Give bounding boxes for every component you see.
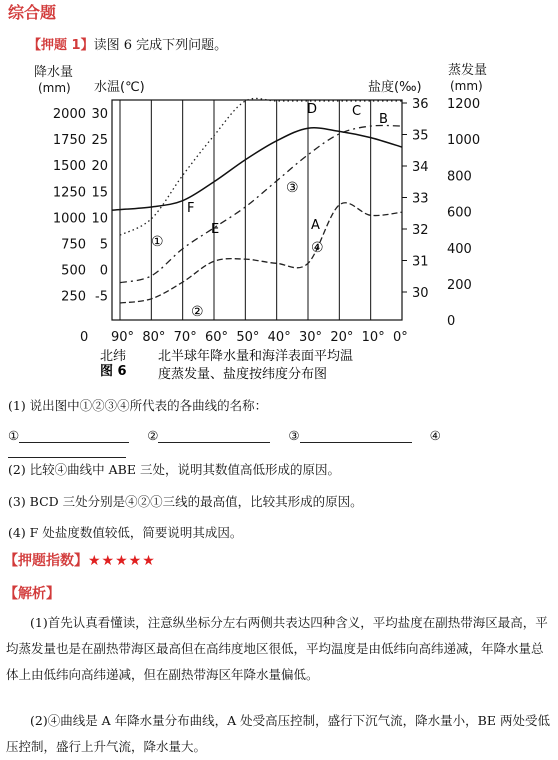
blank-label-4: ④ <box>429 428 441 443</box>
analysis-paragraph-1: (1)首先认真看懂读，注意纵坐标分左右两侧共表达四种含义，平均盐度在副热带海区最高，平均蒸发量也是在副热带海区最高但在高纬度地区很低，平均温度是由低纬向高纬递减，年降水量总体上由低纬向高纬递减，但在副热带海区年降水量偏低。 <box>6 615 548 682</box>
figure-number: 图 6 <box>100 364 127 379</box>
rating-stars: ★★★★★ <box>88 553 156 569</box>
evap-tick-label: 1000 <box>447 133 481 149</box>
lat-tick-label: 30° <box>299 330 323 345</box>
lat-tick-label: 10° <box>361 330 385 345</box>
temp-tick-label: 0 <box>99 263 108 279</box>
temp-tick-label: 15 <box>91 185 108 201</box>
question-header <box>28 34 227 53</box>
point-label-e: E <box>211 222 220 237</box>
salinity-ticks <box>402 97 429 301</box>
answer-blanks <box>8 428 553 458</box>
answer-blank-3[interactable] <box>300 430 412 443</box>
evap-tick-label: 800 <box>447 169 472 185</box>
question-2: (2) 比较④曲线中 ABE 三处，说明其数值高低形成的原因。 <box>8 462 340 477</box>
salinity-tick-label: 33 <box>412 191 429 207</box>
evap-axis-title: 蒸发量 <box>448 63 488 78</box>
x-axis-prefix: 北纬 <box>100 349 127 364</box>
temp-tick-label: -5 <box>95 289 108 305</box>
temp-tick-label: 10 <box>91 211 108 227</box>
question-1: (1) 说出图中①②③④所代表的各曲线的名称： <box>8 398 268 413</box>
evap-tick-label: 400 <box>447 241 472 257</box>
index-row <box>4 550 156 570</box>
evap-ticks <box>447 97 480 329</box>
caption-line-1: 北半球年降水量和海洋表面平均温 <box>158 349 354 364</box>
evap-tick-label: 600 <box>447 205 472 221</box>
point-label-f: F <box>187 201 195 216</box>
evap-tick-label: 1200 <box>447 97 481 112</box>
caption-line-2: 度蒸发量、盐度按纬度分布图 <box>158 367 328 382</box>
plot-frame <box>112 100 402 320</box>
curve-label-4: ④ <box>311 240 324 256</box>
precip-tick-label: 1750 <box>52 133 86 149</box>
lat-tick-label: 90° <box>111 330 135 345</box>
precip-tick-label: 2000 <box>52 107 86 122</box>
question-4: (4) F 处盐度数值较低，简要说明其成因。 <box>8 525 243 540</box>
precip-tick-label: 750 <box>61 237 86 253</box>
salinity-tick-label: 30 <box>412 286 429 301</box>
latitude-ticks <box>111 330 408 345</box>
analysis-paragraph-2: (2)④曲线是 A 年降水量分布曲线，A 处受高压控制，盛行下沉气流，降水量小，BE 两处受低压控制，盛行上升气流，降水量大。 <box>6 713 550 754</box>
index-label: 【押题指数】 <box>4 553 88 569</box>
salinity-tick-label: 36 <box>412 97 429 112</box>
temp-tick-label: 5 <box>99 237 108 253</box>
lat-tick-label: 50° <box>236 330 260 345</box>
precip-ticks <box>53 107 86 305</box>
salinity-tick-label: 34 <box>412 160 429 175</box>
point-label-a: A <box>311 218 320 233</box>
answer-blank-4[interactable] <box>8 445 126 458</box>
temp-axis-title: 水温(℃) <box>94 80 145 95</box>
lat-tick-label: 60° <box>205 330 229 345</box>
point-label-b: B <box>379 112 388 127</box>
precip-tick-label: 500 <box>61 263 86 279</box>
salinity-axis-title: 盐度(‰) <box>368 80 422 95</box>
blank-label-3: ③ <box>288 428 300 443</box>
precip-axis-unit: (mm) <box>38 81 71 95</box>
figure-6-chart <box>0 54 558 384</box>
point-label-d: D <box>307 102 318 117</box>
question-3: (3) BCD 三处分别是④②①三线的最高值，比较其形成的原因。 <box>8 494 363 509</box>
temp-ticks <box>91 107 108 305</box>
lat-tick-label: 0° <box>393 330 408 345</box>
lat-tick-label: 20° <box>330 330 354 345</box>
evap-tick-label: 0 <box>447 314 456 330</box>
temp-tick-label: 25 <box>91 133 108 149</box>
lat-tick-label: 40° <box>267 330 291 345</box>
evap-tick-label: 200 <box>447 278 472 293</box>
precip-axis-title: 降水量 <box>34 65 74 80</box>
precip-tick-label: 1000 <box>52 211 86 227</box>
precip-tick-label: 250 <box>61 289 86 305</box>
curve-label-3: ③ <box>286 180 299 196</box>
blank-label-2: ② <box>147 428 159 443</box>
blank-label-1: ① <box>8 428 20 443</box>
lat-tick-label: 70° <box>173 330 197 345</box>
curve-label-2: ② <box>191 304 204 320</box>
evap-axis-unit: (mm) <box>450 79 483 93</box>
temp-tick-label: 20 <box>91 159 108 175</box>
question-tag: 【押题 1】 <box>28 38 94 53</box>
precip-tick-label: 1500 <box>52 159 86 175</box>
x-zero-label: 0 <box>80 330 89 345</box>
point-label-c: C <box>352 104 362 119</box>
precip-tick-label: 1250 <box>52 185 86 201</box>
answer-blank-1[interactable] <box>19 430 129 443</box>
salinity-tick-label: 31 <box>412 254 429 270</box>
section-title: 综合题 <box>8 3 57 22</box>
latitude-gridlines <box>120 100 371 320</box>
temp-tick-label: 30 <box>91 107 108 122</box>
curve-4-line <box>120 203 402 303</box>
salinity-tick-label: 35 <box>412 128 429 144</box>
question-intro: 读图 6 完成下列问题。 <box>93 38 228 53</box>
answer-blank-2[interactable] <box>158 430 270 443</box>
analysis-label: 【解析】 <box>4 586 60 602</box>
curve-label-1: ① <box>151 234 164 250</box>
salinity-tick-label: 32 <box>412 223 429 238</box>
lat-tick-label: 80° <box>142 330 166 345</box>
